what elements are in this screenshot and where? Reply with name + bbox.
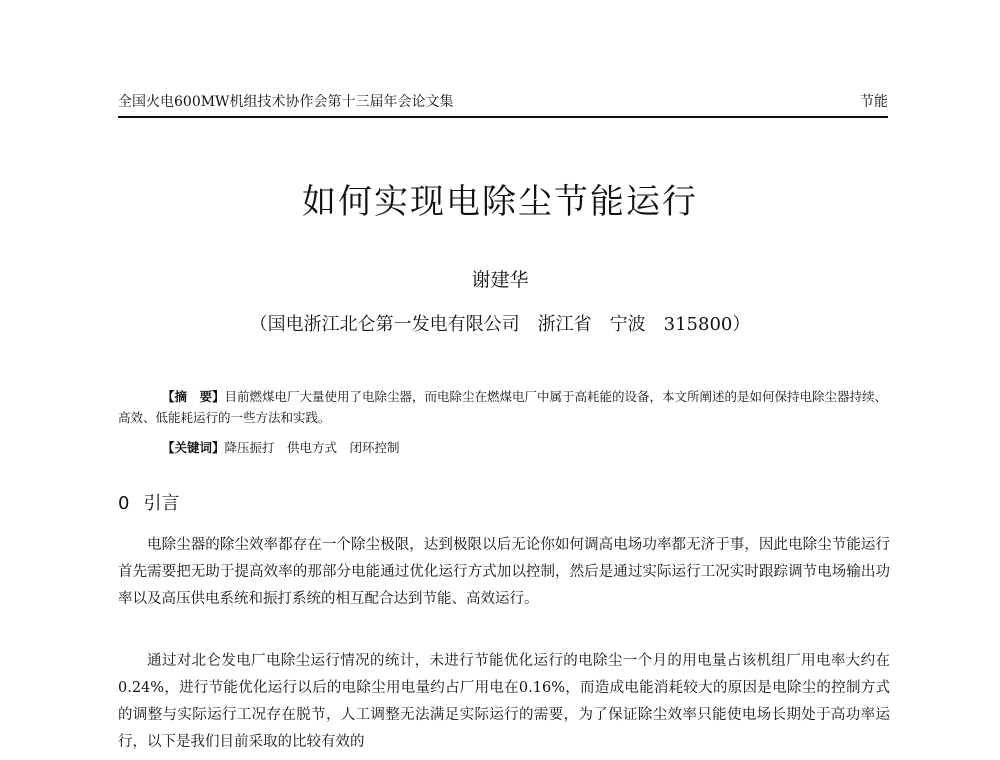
body-paragraph: 通过对北仑发电厂电除尘运行情况的统计，未进行节能优化运行的电除尘一个月的用电量占该机组厂用电率大约在0.24%，进行节能优化运行以后的电除尘用电量约占厂用电在0.16%，而造成电能消耗较大的原因是电除尘的控制方式的调整与实际运行工况存在脱节，人工调整无法满足实际运行的需要，为了保证除尘效率只能使电场长期处于高功率运行，以下是我们目前采取的比较有效的 <box>118 653 890 750</box>
abstract <box>118 386 890 428</box>
header-rule <box>118 116 888 118</box>
proceedings-title: 全国火电600MW机组技术协作会第十三届年会论文集 <box>118 94 454 110</box>
section-title: 引言 <box>143 493 180 514</box>
keywords <box>162 437 400 458</box>
section-tag: 节能 <box>860 94 888 110</box>
section-number: 0 <box>118 493 130 514</box>
keywords-text: 降压振打 供电方式 闭环控制 <box>224 440 400 455</box>
author-name: 谢建华 <box>471 269 529 291</box>
abstract-label: 【摘 要】 <box>162 389 225 404</box>
section-heading <box>118 490 179 518</box>
author-affiliation: （国电浙江北仑第一发电有限公司 浙江省 宁波 315800） <box>249 314 751 335</box>
keywords-label: 【关键词】 <box>162 440 225 455</box>
abstract-text: 目前燃煤电厂大量使用了电除尘器，而电除尘在燃煤电厂中属于高耗能的设备，本文所阐述的是如何保持电除尘器持续、高效、低能耗运行的一些方法和实践。 <box>118 389 888 425</box>
paper-title: 如何实现电除尘节能运行 <box>302 182 698 222</box>
body-paragraph: 电除尘器的除尘效率都存在一个除尘极限，达到极限以后无论你如何调高电场功率都无济于事，因此电除尘节能运行首先需要把无助于提高效率的那部分电能通过优化运行方式加以控制，然后是通过实际运行工况实时跟踪调节电场输出功率以及高压供电系统和振打系统的相互配合达到节能、高效运行。 <box>118 537 890 607</box>
running-header <box>118 92 888 114</box>
